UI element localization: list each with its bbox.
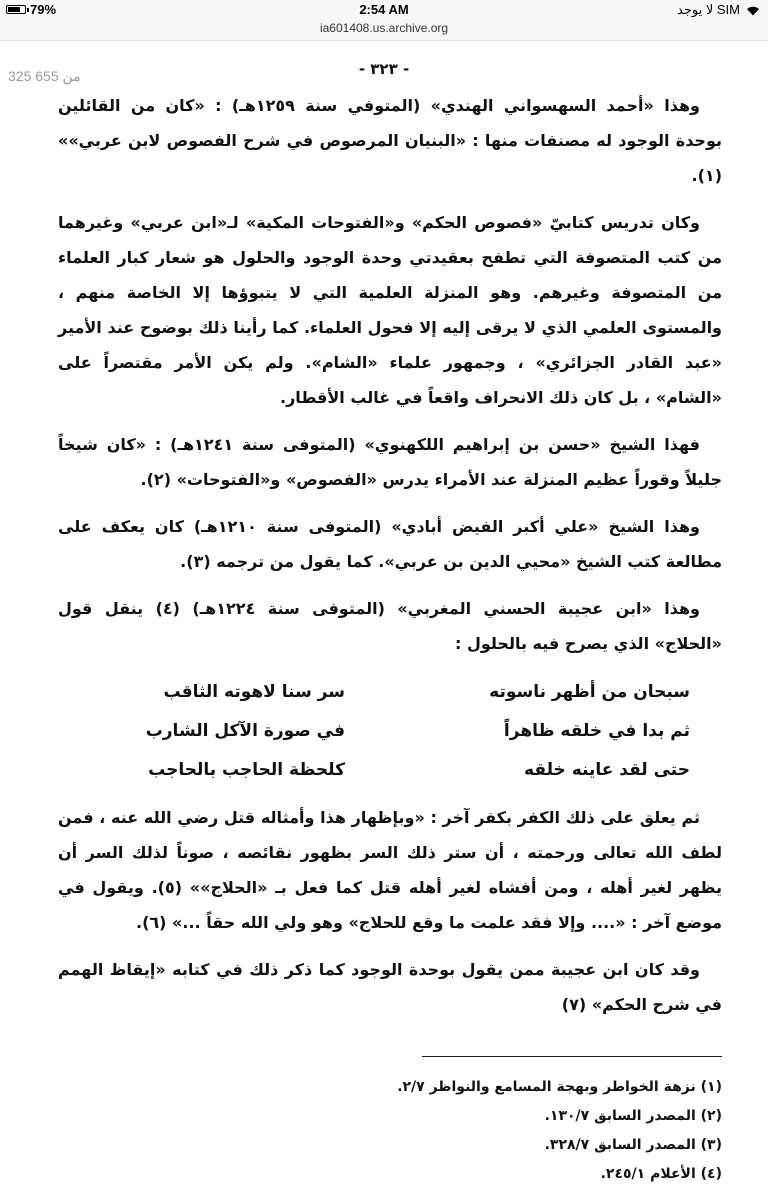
clock: 2:54 AM — [359, 2, 409, 17]
footnote-separator — [422, 1056, 722, 1057]
paragraph: فهذا الشيخ «حسن بن إبراهيم اللكهنوي» (المتوفى سنة ١٢٤١هـ) : «كان شيخاً جليلاً وقوراً عظيم المنزلة عند الأمراء يدرس «الفصوص» و«الفتوحات» (٢). — [58, 435, 722, 489]
second-hemistich: سر سنا لاهوته الثاقب — [163, 682, 345, 702]
first-hemistich: ثم بدا في خلقه ظاهراً — [503, 721, 690, 741]
first-hemistich: حتى لقد عاينه خلقه — [524, 760, 690, 780]
wifi-icon — [746, 5, 760, 16]
footnote: (٢) المصدر السابق ١٣٠/٧. — [544, 1108, 722, 1124]
first-hemistich: سبحان من أظهر ناسوته — [489, 682, 690, 702]
paragraph: وهذا «ابن عجيبة الحسني المغربي» (المتوفى سنة ١٢٢٤هـ) (٤) ينقل قول «الحلاج» الذي يصرح فيه بالحلول : — [58, 599, 722, 653]
footnote: (١) نزهة الخواطر وبهجة المسامع والنواظر ٢/٧. — [397, 1079, 722, 1095]
poem-verse — [90, 673, 690, 712]
page-counter: 325 من 655 — [8, 68, 81, 84]
paragraph: وهذا «أحمد السهسواني الهندي» (المتوفي سنة ١٢٥٩هـ) : «كان من القائلين بوحدة الوجود له مصنفات منها : «البنيان المرصوص في شرح الفصوص لابن عربي»» (١). — [58, 96, 722, 185]
poem-verse — [90, 712, 690, 751]
footnote: (٤) الأعلام ٢٤٥/١. — [600, 1166, 722, 1182]
footnote: (٣) المصدر السابق ٣٢٨/٧. — [544, 1137, 722, 1153]
carrier-indicator — [677, 2, 760, 18]
address-bar[interactable]: ia601408.us.archive.org — [0, 20, 768, 41]
paragraph: وكان تدريس كتابيّ «فصوص الحكم» و«الفتوحات المكية» لـ«ابن عربي» وغيرهما من كتب المتصوفة التي تطفح بعقيدتي وحدة الوجود والحلول هو شعار كبار العلماء من المتصوفة وغيرهم. وهو المنزلة العلمية التي لا يتبوؤها إلا الخاصة منهم ، والمستوى العلمي الذي لا يرقى إليه إلا فحول العلماء. كما رأينا ذلك بوضوح عند الأمير «عبد القادر الجزائري» ، وجمهور علماء «الشام». ولم يكن الأمر مقتصراً على «الشام» ، بل كان ذلك الانحراف واقعاً في غالب الأقطار. — [58, 213, 722, 407]
paragraph: ثم يعلق على ذلك الكفر بكفر آخر : «وبإظهار هذا وأمثاله قتل رضي الله عنه ، فمن لطف الله تعالى ورحمته ، أن ستر ذلك السر بظهور نقائصه ، صوناً لذلك السر أن يظهر لغير أهله ، ومن أفشاه لغير أهله قتل كما فعل بـ «الحلاج»» (٥). ويقول في موضع آخر : «.... وإلا فقد علمت ما وقع للحلاج» وهو ولي الله حقاً ...» (٦). — [58, 808, 722, 932]
paragraph: وقد كان ابن عجيبة ممن يقول بوحدة الوجود كما ذكر ذلك في كتابه «إيقاظ الهمم في شرح الحكم» (٧) — [58, 960, 722, 1014]
poem — [90, 673, 690, 790]
paragraph: وهذا الشيخ «علي أكبر الفيض أبادي» (المتوفى سنة ١٢١٠هـ) كان يعكف على مطالعة كتب الشيخ «محيي الدين بن عربي». كما يقول من ترجمه (٣). — [58, 517, 722, 571]
carrier-label: لا يوجد SIM — [677, 2, 740, 17]
poem-verse — [90, 751, 690, 790]
second-hemistich: في صورة الآكل الشارب — [145, 721, 345, 741]
status-bar — [0, 0, 768, 20]
battery-percent: 79% — [30, 2, 57, 17]
page-number: - ٣٢٣ - — [358, 60, 410, 78]
second-hemistich: كلحظة الحاجب بالحاجب — [148, 760, 345, 780]
